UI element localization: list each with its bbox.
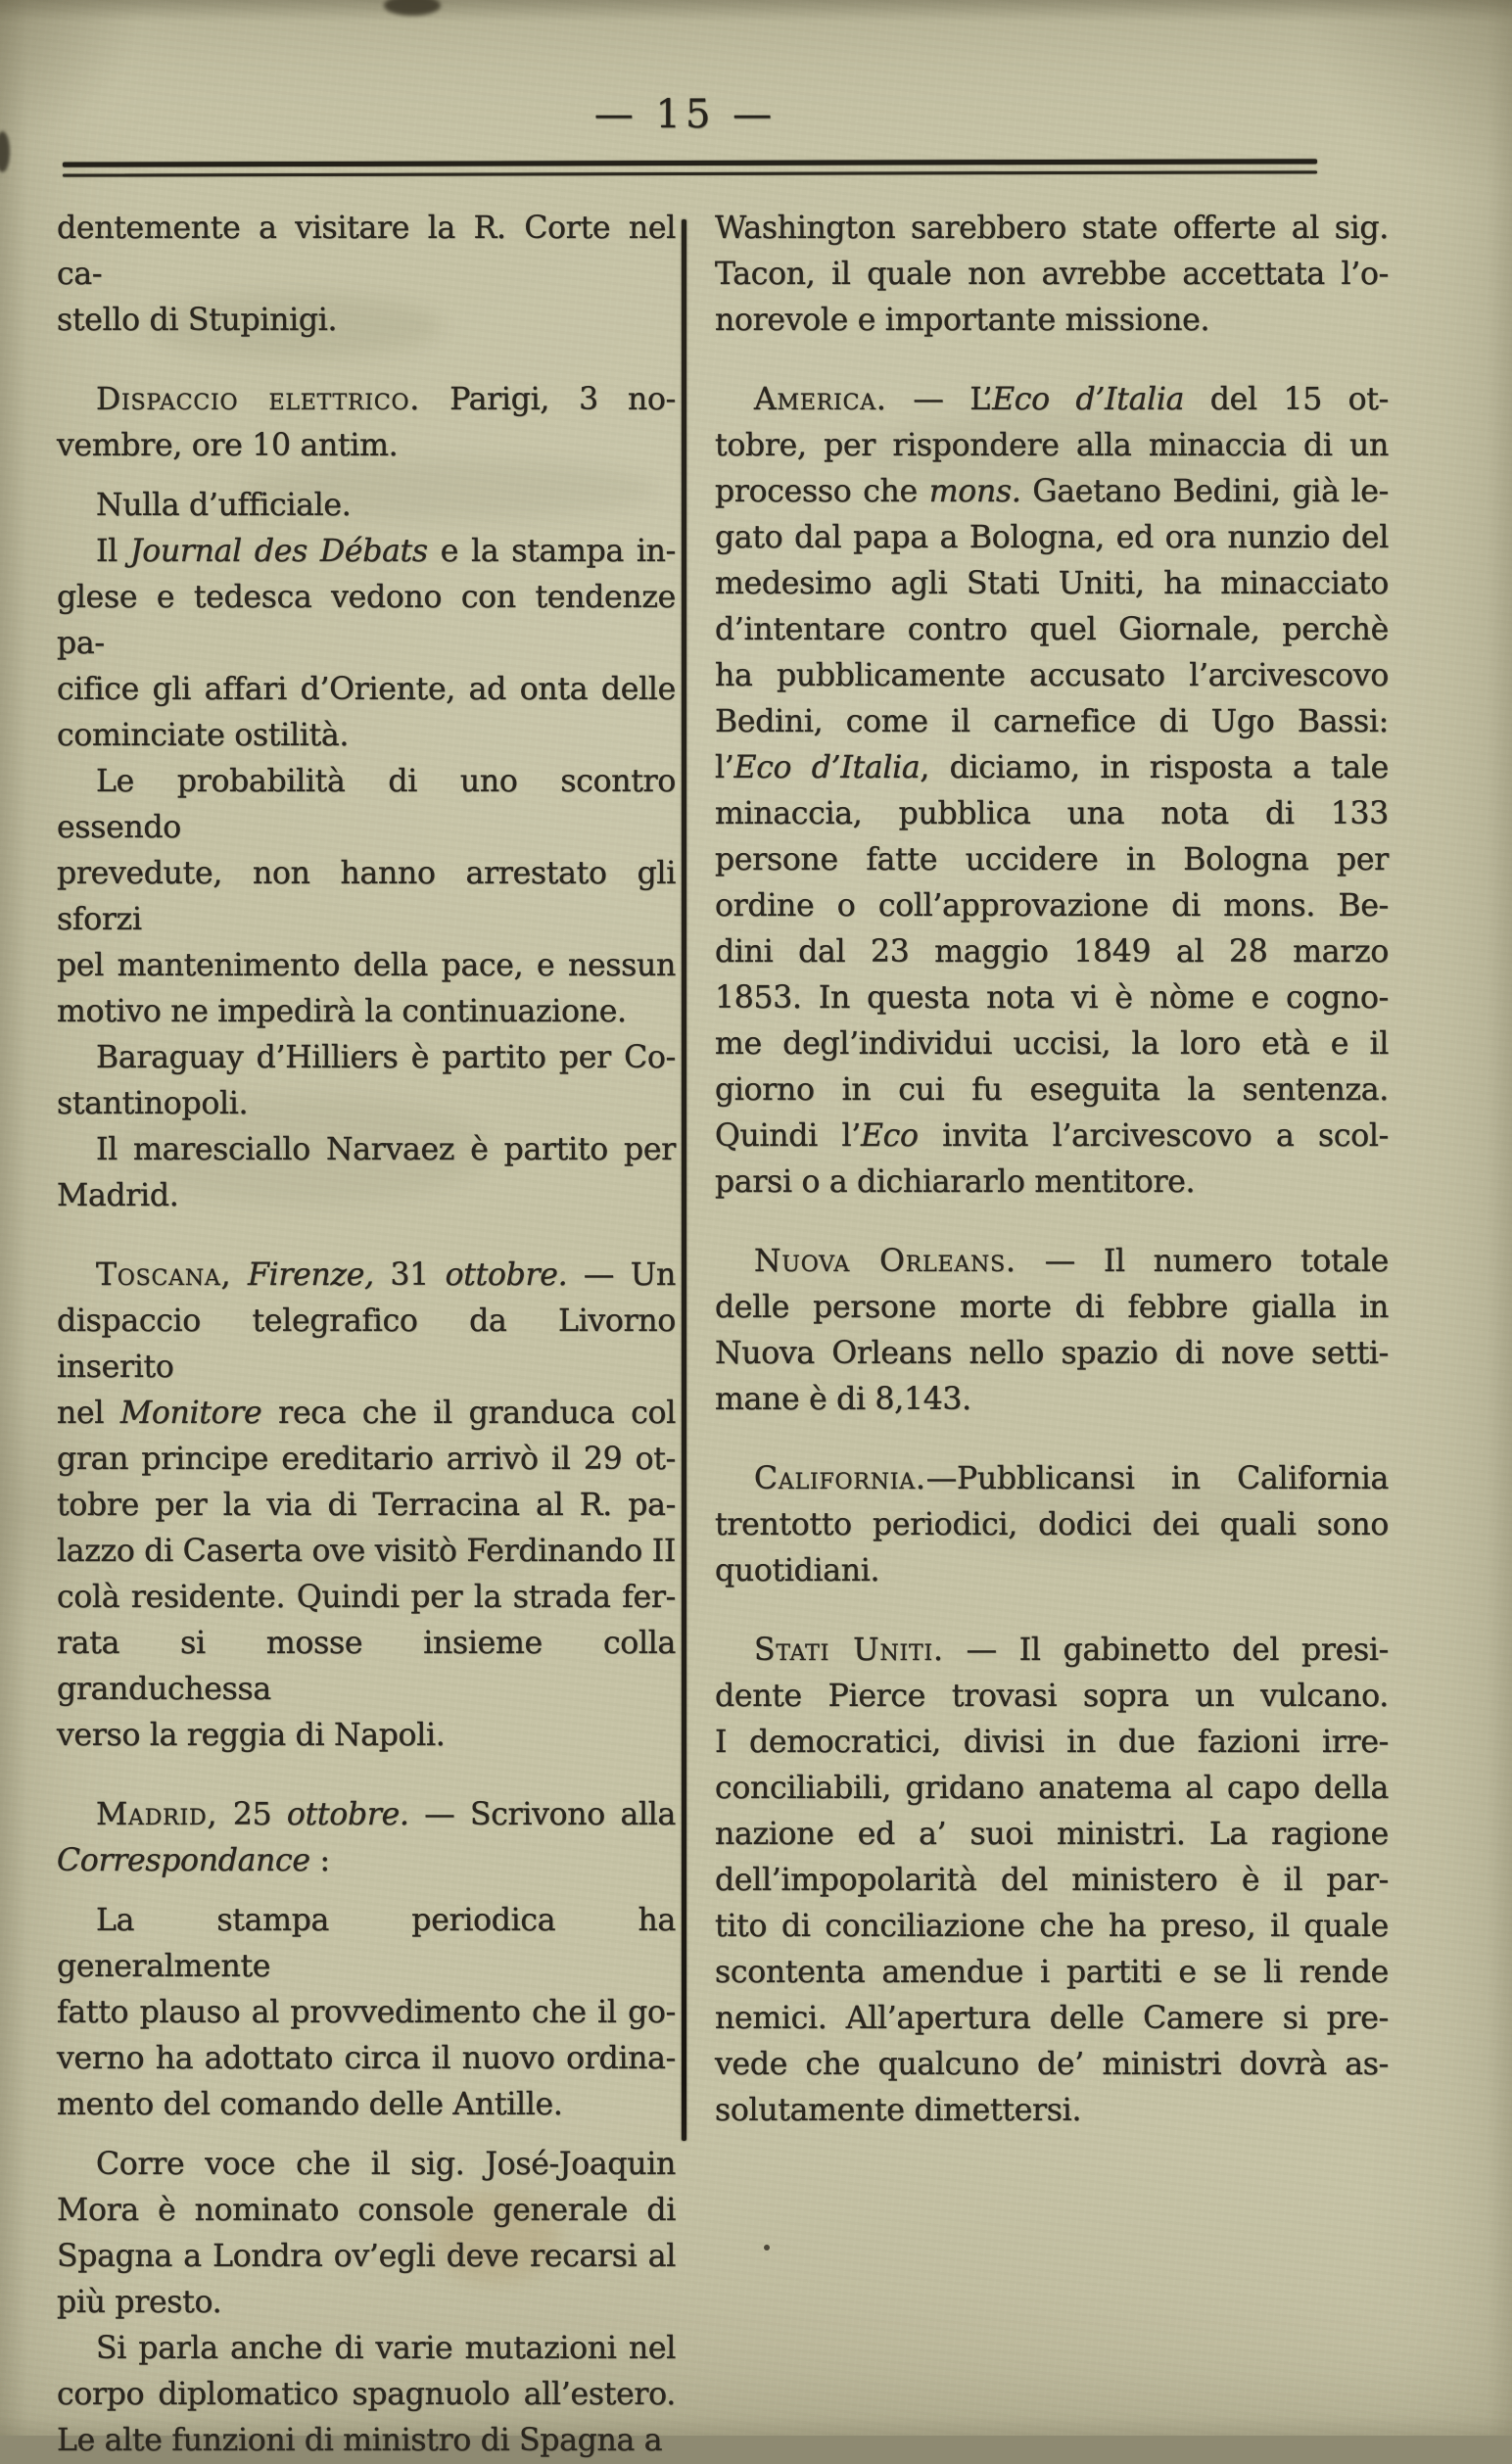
text-run: ha pubblicamente accusato l’arcivescovo bbox=[715, 658, 1389, 693]
text-run: solutamente dimettersi. bbox=[715, 2093, 1082, 2128]
text-run: verso la reggia di Napoli. bbox=[57, 1718, 446, 1753]
text-run: d’intentare contro quel Giornale, perchè bbox=[715, 612, 1389, 647]
text-run: vede che qualcuno de’ ministri dovrà as- bbox=[715, 2047, 1389, 2082]
text-line bbox=[715, 515, 1389, 561]
italic-text-run: ottobre. bbox=[286, 1797, 409, 1832]
text-line bbox=[57, 1838, 676, 1884]
text-line bbox=[57, 713, 676, 759]
text-line bbox=[715, 1021, 1389, 1067]
text-run: dell’impopolarità del ministero è il par- bbox=[715, 1863, 1389, 1898]
text-line bbox=[57, 2326, 676, 2372]
text-line bbox=[57, 1127, 676, 1173]
italic-text-run: Eco d’Italia bbox=[733, 750, 921, 785]
text-run: —Pubblicansi in California bbox=[925, 1461, 1389, 1496]
text-run: Parigi, 3 no- bbox=[420, 382, 676, 417]
text-line bbox=[57, 2372, 676, 2418]
text-run: norevole e importante missione. bbox=[715, 303, 1210, 338]
text-line bbox=[715, 1904, 1389, 1950]
text-line bbox=[715, 1377, 1389, 1423]
text-run: stantinopoli. bbox=[57, 1086, 249, 1121]
text-run: Le probabilità di uno scontro essendo bbox=[57, 764, 676, 845]
text-run: Tacon, il quale non avrebbe accettata l’o- bbox=[715, 257, 1389, 292]
text-run: nel bbox=[57, 1396, 120, 1431]
text-line bbox=[715, 1548, 1389, 1594]
smallcaps-heading-run: Madrid, bbox=[96, 1797, 218, 1832]
text-line bbox=[715, 1239, 1389, 1285]
smallcaps-heading-run: Stati Uniti. bbox=[754, 1633, 944, 1668]
text-line bbox=[57, 1990, 676, 2036]
text-line bbox=[715, 653, 1389, 699]
italic-text-run: Correspondance bbox=[57, 1843, 310, 1878]
text-line bbox=[57, 2280, 676, 2326]
text-line bbox=[57, 1173, 676, 1219]
text-run: — L’ bbox=[886, 382, 993, 417]
paragraph bbox=[57, 206, 676, 344]
text-line bbox=[57, 943, 676, 989]
paragraph bbox=[57, 1898, 676, 2128]
smallcaps-heading-run: Dispaccio elettrico. bbox=[96, 382, 421, 417]
text-run: Quindi l’ bbox=[715, 1118, 861, 1154]
text-line bbox=[715, 1160, 1389, 1206]
text-line bbox=[715, 1628, 1389, 1674]
text-run: invita l’arcivescovo a scol- bbox=[918, 1118, 1389, 1154]
text-run: cifice gli affari d’Oriente, ad onta delle bbox=[57, 672, 676, 707]
text-run: dente Pierce trovasi sopra un vulcano. bbox=[715, 1679, 1389, 1714]
text-line bbox=[715, 791, 1389, 837]
italic-text-run: Monitore bbox=[119, 1396, 262, 1431]
text-line bbox=[715, 206, 1389, 252]
text-line bbox=[57, 1529, 676, 1575]
paragraph bbox=[715, 377, 1389, 1206]
text-line bbox=[57, 1253, 676, 1299]
text-run: pel mantenimento della pace, e nessun bbox=[57, 948, 676, 983]
text-line bbox=[57, 529, 676, 575]
text-line bbox=[57, 1299, 676, 1391]
text-line bbox=[57, 2036, 676, 2082]
text-line bbox=[57, 575, 676, 667]
text-line bbox=[715, 1720, 1389, 1766]
text-run: Gaetano Bedini, già le- bbox=[1020, 474, 1389, 509]
text-run: parsi o a dichiararlo mentitore. bbox=[715, 1164, 1196, 1200]
header-rule bbox=[63, 159, 1317, 176]
text-run: : bbox=[309, 1843, 330, 1878]
paragraph bbox=[57, 1792, 676, 1884]
text-line bbox=[57, 759, 676, 851]
text-run bbox=[231, 1257, 248, 1293]
text-run: mane è di 8,143. bbox=[715, 1382, 971, 1417]
text-run: rata si mosse insieme colla granduchessa bbox=[57, 1626, 676, 1707]
text-line bbox=[57, 1483, 676, 1529]
text-line bbox=[57, 2188, 676, 2234]
smallcaps-heading-run: Toscana, bbox=[96, 1257, 232, 1293]
text-run: dini dal 23 maggio 1849 al 28 marzo bbox=[715, 934, 1389, 970]
columns bbox=[57, 206, 1393, 2464]
text-run: corpo diplomatico spagnuolo all’estero. bbox=[57, 2377, 676, 2412]
column-divider-rule bbox=[682, 219, 686, 2141]
text-line bbox=[715, 252, 1389, 298]
text-run: scontenta amendue i partiti e se li rende bbox=[715, 1955, 1389, 1990]
text-line bbox=[57, 1713, 676, 1759]
text-run: 1853. In questa nota vi è nòme e cogno- bbox=[715, 980, 1389, 1016]
text-run: Washington sarebbero state offerte al sig. bbox=[715, 211, 1389, 246]
text-line bbox=[57, 667, 676, 713]
text-line bbox=[57, 483, 676, 529]
text-run: — Scrivono alla bbox=[408, 1797, 676, 1832]
text-run: — Il numero totale bbox=[1016, 1244, 1389, 1279]
text-run: fatto plauso al provvedimento che il go- bbox=[57, 1995, 676, 2030]
text-run: Corre voce che il sig. José-Joaquin bbox=[96, 2147, 676, 2182]
text-run: vembre, ore 10 antim. bbox=[57, 428, 399, 463]
text-line bbox=[715, 1502, 1389, 1548]
text-run: motivo ne impedirà la continuazione. bbox=[57, 994, 627, 1029]
text-run: trentotto periodici, dodici dei quali sono bbox=[715, 1507, 1389, 1542]
text-line bbox=[715, 377, 1389, 423]
text-run: gato dal papa a Bologna, ed ora nunzio del bbox=[715, 520, 1389, 555]
text-run: Nulla d’ufficiale. bbox=[96, 488, 352, 523]
text-line bbox=[715, 1285, 1389, 1331]
text-line bbox=[57, 1035, 676, 1081]
text-line bbox=[715, 1950, 1389, 1996]
text-line bbox=[57, 377, 676, 423]
paragraph bbox=[57, 1253, 676, 1759]
text-run: tobre, per rispondere alla minaccia di un bbox=[715, 428, 1389, 463]
text-line bbox=[715, 1114, 1389, 1160]
text-run: medesimo agli Stati Uniti, ha minacciato bbox=[715, 566, 1389, 601]
paragraph bbox=[715, 1456, 1389, 1594]
text-line bbox=[715, 607, 1389, 653]
text-run: cominciate ostilità. bbox=[57, 718, 350, 753]
text-line bbox=[57, 1081, 676, 1127]
text-run: minaccia, pubblica una nota di 133 bbox=[715, 796, 1389, 831]
paragraph bbox=[57, 759, 676, 1035]
text-run: lazzo di Caserta ove visitò Ferdinando II bbox=[57, 1534, 676, 1569]
paragraph bbox=[57, 483, 676, 529]
text-run: La stampa periodica ha generalmente bbox=[57, 1903, 676, 1984]
text-run: 25 bbox=[217, 1797, 287, 1832]
column-right bbox=[715, 206, 1389, 2134]
text-run: stello di Stupinigi. bbox=[57, 303, 338, 338]
italic-text-run: Journal des Débats bbox=[129, 534, 428, 569]
text-line bbox=[715, 1812, 1389, 1858]
text-run: reca che il granduca col bbox=[261, 1396, 676, 1431]
text-run: Nuova Orleans nello spazio di nove setti- bbox=[715, 1336, 1389, 1371]
text-run: I democratici, divisi in due fazioni irre- bbox=[715, 1725, 1389, 1760]
text-run: Le alte funzioni di ministro di Spagna a bbox=[57, 2423, 663, 2458]
paragraph bbox=[715, 1628, 1389, 2134]
text-run: tobre per la via di Terracina al R. pa- bbox=[57, 1488, 676, 1523]
page-number: — 15 — bbox=[593, 92, 778, 137]
text-run: persone fatte uccidere in Bologna per bbox=[715, 842, 1389, 877]
text-run: l’ bbox=[715, 750, 734, 785]
text-line bbox=[715, 2042, 1389, 2088]
text-line bbox=[57, 1792, 676, 1838]
text-run: quotidiani. bbox=[715, 1553, 880, 1588]
smallcaps-heading-run: California. bbox=[754, 1461, 926, 1496]
text-line bbox=[57, 1575, 676, 1621]
text-run: gran principe ereditario arrivò il 29 ot- bbox=[57, 1442, 676, 1477]
paragraph bbox=[57, 377, 676, 469]
text-run: Baraguay d’Hilliers è partito per Co- bbox=[96, 1040, 676, 1075]
text-run: Bedini, come il carnefice di Ugo Bassi: bbox=[715, 704, 1389, 739]
text-line bbox=[715, 1331, 1389, 1377]
text-line bbox=[57, 423, 676, 469]
text-run: me degl’individui uccisi, la loro età e il bbox=[715, 1026, 1389, 1062]
italic-text-run: Firenze, bbox=[248, 1257, 374, 1293]
text-run: dentemente a visitare la R. Corte nel ca- bbox=[57, 211, 676, 292]
text-line bbox=[715, 883, 1389, 929]
text-run: Si parla anche di varie mutazioni nel bbox=[96, 2331, 676, 2366]
italic-text-run: Eco bbox=[860, 1118, 919, 1154]
paragraph bbox=[57, 529, 676, 759]
text-line bbox=[715, 1766, 1389, 1812]
smallcaps-heading-run: America. bbox=[754, 382, 887, 417]
text-line bbox=[715, 1996, 1389, 2042]
text-line bbox=[715, 745, 1389, 791]
text-run: Madrid. bbox=[57, 1178, 179, 1213]
paragraph bbox=[57, 2142, 676, 2326]
paragraph bbox=[57, 2326, 676, 2464]
text-run: nazione ed a’ suoi ministri. La ragione bbox=[715, 1817, 1389, 1852]
text-line bbox=[57, 298, 676, 344]
text-run: dispaccio telegrafico da Livorno inserito bbox=[57, 1303, 676, 1385]
text-line bbox=[715, 837, 1389, 883]
header-rule-bottom bbox=[63, 170, 1317, 176]
italic-text-run: Eco d’Italia bbox=[992, 382, 1185, 417]
text-run: più presto. bbox=[57, 2285, 222, 2320]
text-line bbox=[57, 851, 676, 943]
text-line bbox=[715, 1456, 1389, 1502]
text-run: e la stampa in- bbox=[427, 534, 677, 569]
text-run: glese e tedesca vedono con tendenze pa- bbox=[57, 580, 676, 661]
text-run: tito di conciliazione che ha preso, il quale bbox=[715, 1909, 1389, 1944]
text-line bbox=[57, 2418, 676, 2464]
text-line bbox=[57, 2082, 676, 2128]
text-line bbox=[715, 975, 1389, 1021]
paragraph bbox=[715, 206, 1389, 344]
text-line bbox=[715, 2088, 1389, 2134]
text-line bbox=[715, 469, 1389, 515]
text-line bbox=[57, 989, 676, 1035]
text-line bbox=[57, 1437, 676, 1483]
text-line bbox=[57, 2234, 676, 2280]
paper-stain bbox=[384, 0, 441, 16]
text-run: processo che bbox=[715, 474, 929, 509]
text-line bbox=[715, 423, 1389, 469]
paragraph bbox=[57, 1127, 676, 1219]
text-run: conciliabili, gridano anatema al capo della bbox=[715, 1771, 1389, 1806]
smallcaps-heading-run: Nuova Orleans. bbox=[754, 1244, 1016, 1279]
text-run: 31 bbox=[373, 1257, 446, 1293]
text-line bbox=[57, 1391, 676, 1437]
text-run: — Un bbox=[567, 1257, 676, 1293]
text-line bbox=[715, 1858, 1389, 1904]
text-run: nemici. All’apertura delle Camere si pre- bbox=[715, 2001, 1389, 2036]
text-run: — Il gabinetto del presi- bbox=[943, 1633, 1389, 1668]
text-line bbox=[715, 699, 1389, 745]
text-run: verno ha adottato circa il nuovo ordina- bbox=[57, 2041, 676, 2076]
text-line bbox=[57, 206, 676, 298]
text-line bbox=[57, 1898, 676, 1990]
text-line bbox=[715, 1674, 1389, 1720]
text-run: colà residente. Quindi per la strada fer- bbox=[57, 1580, 676, 1615]
text-run: , diciamo, in risposta a tale bbox=[920, 750, 1389, 785]
text-run: Il maresciallo Narvaez è partito per bbox=[96, 1132, 676, 1167]
paragraph bbox=[715, 1239, 1389, 1423]
text-line bbox=[715, 1067, 1389, 1114]
italic-text-run: ottobre. bbox=[445, 1257, 568, 1293]
text-line bbox=[715, 561, 1389, 607]
text-run: Spagna a Londra ov’egli deve recarsi al bbox=[57, 2239, 676, 2274]
text-run: delle persone morte di febbre gialla in bbox=[715, 1290, 1389, 1325]
text-run: mento del comando delle Antille. bbox=[57, 2087, 563, 2122]
text-line bbox=[715, 929, 1389, 975]
text-run: Mora è nominato console generale di bbox=[57, 2193, 676, 2228]
text-run: giorno in cui fu eseguita la sentenza. bbox=[715, 1072, 1389, 1108]
text-line bbox=[715, 298, 1389, 344]
text-run: prevedute, non hanno arrestato gli sforzi bbox=[57, 856, 676, 937]
italic-text-run: mons. bbox=[928, 474, 1021, 509]
text-line bbox=[57, 1621, 676, 1713]
paragraph bbox=[57, 1035, 676, 1127]
text-run: Il bbox=[96, 534, 130, 569]
text-line bbox=[57, 2142, 676, 2188]
header-rule-top bbox=[63, 159, 1317, 166]
text-run: del 15 ot- bbox=[1184, 382, 1389, 417]
column-left bbox=[57, 206, 676, 2464]
paper-stain bbox=[0, 131, 10, 172]
text-run: ordine o coll’approvazione di mons. Be- bbox=[715, 888, 1389, 924]
